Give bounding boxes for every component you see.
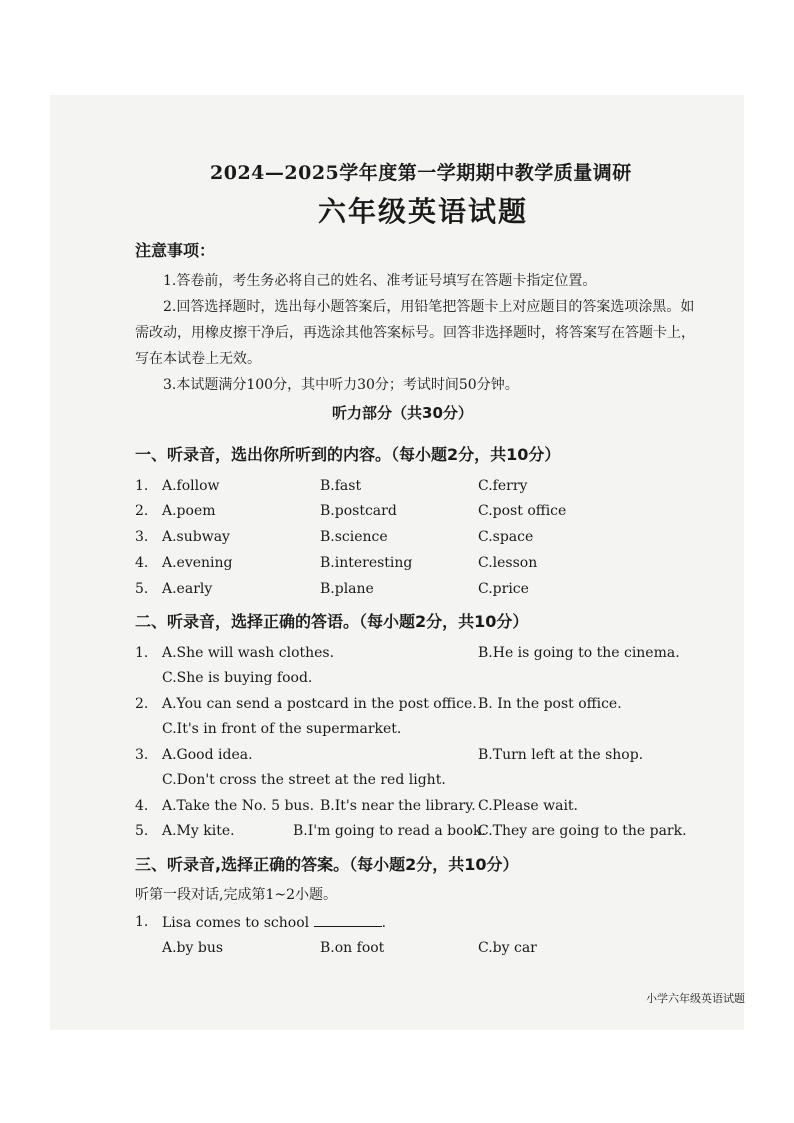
s2-question-2-line2 <box>135 721 715 743</box>
option-b: B.postcard <box>320 503 397 519</box>
option-a: A.She will wash clothes. <box>162 645 335 661</box>
option-c: C.lesson <box>478 555 538 571</box>
option-c: C.by car <box>478 940 537 956</box>
section2-heading: 二、听录音，选择正确的答语。（每小题2分，共10分） <box>135 612 529 631</box>
s1-question-1 <box>135 478 715 500</box>
option-c: C.price <box>478 581 529 597</box>
exam-title: 2024—2025学年度第一学期期中教学质量调研 <box>210 162 632 184</box>
s3-question-1-options <box>135 940 715 962</box>
option-a: A.You can send a postcard in the post office. <box>162 696 477 712</box>
question-number: 3. <box>135 529 149 545</box>
question-stem <box>162 914 386 931</box>
question-number: 5. <box>135 581 149 597</box>
question-number: 4. <box>135 798 149 814</box>
s1-question-5 <box>135 581 715 603</box>
option-b: B.science <box>320 529 388 545</box>
question-number: 1. <box>135 914 149 930</box>
option-a: A.follow <box>162 478 220 494</box>
option-a: A.Take the No. 5 bus. <box>162 798 315 814</box>
option-a: A.evening <box>162 555 233 571</box>
question-number: 2. <box>135 503 149 519</box>
option-b: B.Turn left at the shop. <box>478 747 644 763</box>
option-a: A.My kite. <box>162 823 235 839</box>
option-c: C.Please wait. <box>478 798 578 814</box>
section3-instruction: 听第一段对话,完成第1~2小题。 <box>135 887 337 903</box>
s1-question-4 <box>135 555 715 577</box>
notice-item-1: 1.答卷前，考生务必将自己的姓名、准考证号填写在答题卡指定位置。 <box>163 273 597 289</box>
stem-end: . <box>381 915 387 931</box>
s2-question-3 <box>135 747 715 769</box>
answer-blank[interactable] <box>314 914 382 927</box>
s2-question-4 <box>135 798 715 820</box>
option-c: C.ferry <box>478 478 528 494</box>
s2-question-1-line2 <box>135 670 715 692</box>
option-b: B. In the post office. <box>478 696 622 712</box>
s2-question-1 <box>135 645 715 667</box>
option-c: C.They are going to the park. <box>478 823 687 839</box>
option-b: B.It's near the library. <box>320 798 476 814</box>
question-number: 2. <box>135 696 149 712</box>
option-c: C.She is buying food. <box>162 670 313 686</box>
notice-heading: 注意事项： <box>135 241 216 260</box>
option-a: A.by bus <box>162 940 224 956</box>
question-number: 1. <box>135 645 149 661</box>
option-b: B.He is going to the cinema. <box>478 645 680 661</box>
s2-question-3-line2 <box>135 772 715 794</box>
s2-question-5 <box>135 823 715 845</box>
option-b: B.interesting <box>320 555 413 571</box>
question-number: 5. <box>135 823 149 839</box>
option-a: A.subway <box>162 529 230 545</box>
s1-question-2 <box>135 503 715 525</box>
option-b: B.I'm going to read a book. <box>293 823 486 839</box>
option-a: A.early <box>162 581 213 597</box>
s1-question-3 <box>135 529 715 551</box>
option-b: B.plane <box>320 581 374 597</box>
option-b: B.fast <box>320 478 362 494</box>
listening-part-heading: 听力部分（共30分） <box>332 404 473 422</box>
notice-item-2: 2.回答选择题时，选出每小题答案后，用铅笔把答题卡上对应题目的答案选项涂黑。如需改动，用橡皮擦干净后，再选涂其他答案标号。回答非选择题时，将答案写在答题卡上，写在本试卷上无效。 <box>135 299 695 367</box>
section3-heading: 三、听录音,选择正确的答案。（每小题2分，共10分） <box>135 855 519 874</box>
exam-subtitle: 六年级英语试题 <box>318 195 529 228</box>
option-c: C.It's in front of the supermarket. <box>162 721 402 737</box>
question-number: 3. <box>135 747 149 763</box>
s2-question-2 <box>135 696 715 718</box>
option-c: C.Don't cross the street at the red light. <box>162 772 446 788</box>
option-a: A.Good idea. <box>162 747 253 763</box>
option-a: A.poem <box>162 503 216 519</box>
question-number: 1. <box>135 478 149 494</box>
question-number: 4. <box>135 555 149 571</box>
option-b: B.on foot <box>320 940 385 956</box>
section1-heading: 一、听录音，选出你所听到的内容。（每小题2分，共10分） <box>135 445 561 464</box>
option-c: C.post office <box>478 503 567 519</box>
option-c: C.space <box>478 529 534 545</box>
stem-text: Lisa comes to school <box>162 915 310 931</box>
notice-item-3: 3.本试题满分100分，其中听力30分；考试时间50分钟。 <box>163 377 519 393</box>
page-footer: 小学六年级英语试题 <box>646 992 745 1005</box>
s3-question-1 <box>135 914 715 936</box>
